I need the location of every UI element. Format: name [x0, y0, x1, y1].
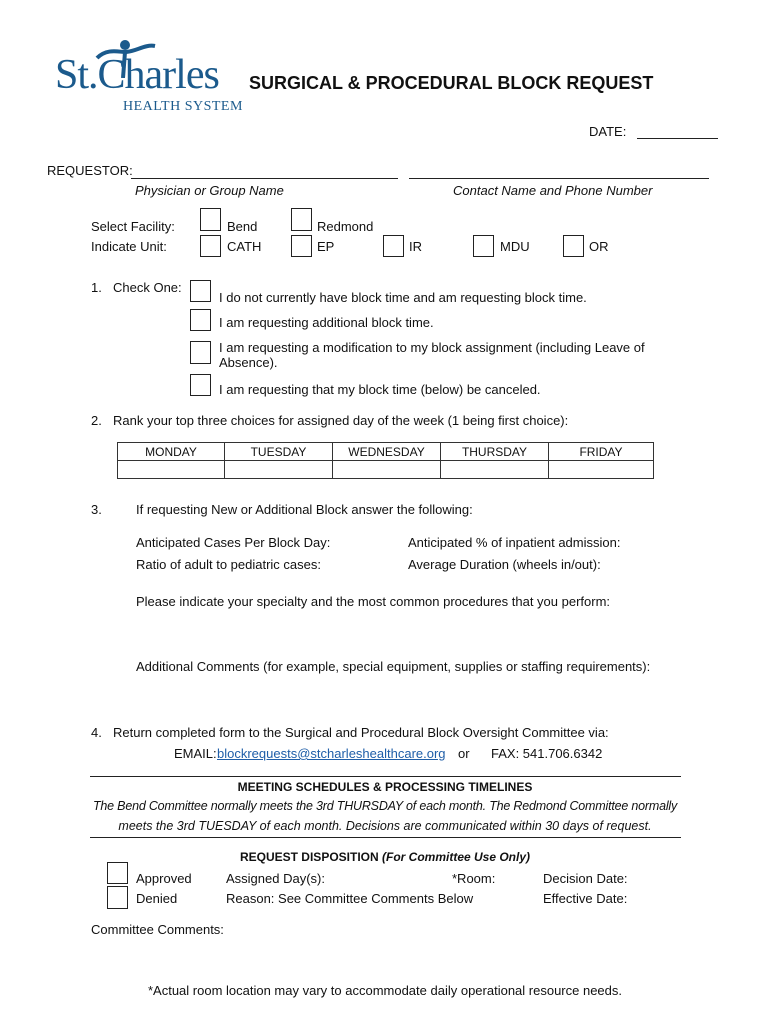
logo-subtitle: HEALTH SYSTEM [123, 99, 243, 114]
requestor-label: REQUESTOR: [47, 163, 133, 178]
option-new-block-label: I do not currently have block time and am requesting block time. [219, 290, 587, 305]
footnote: *Actual room location may vary to accommodate daily operational resource needs. [147, 983, 623, 998]
contact-field[interactable] [409, 178, 709, 179]
meeting-line2: meets the 3rd TUESDAY of each month. Decisions are communicated within 30 days of request. [118, 819, 652, 833]
day-rank-table [117, 442, 654, 479]
disposition-heading-text: REQUEST DISPOSITION [239, 850, 379, 864]
section1-number: 1. [91, 280, 102, 295]
contact-caption: Contact Name and Phone Number [453, 183, 653, 198]
approved-label: Approved [136, 871, 192, 886]
section2-label: Rank your top three choices for assigned day of the week (1 being first choice): [113, 413, 569, 428]
option-additional-checkbox[interactable] [190, 309, 211, 331]
facility-redmond-label: Redmond [317, 219, 374, 234]
option-modification-label-cont: Absence). [219, 355, 278, 370]
facility-bend-label: Bend [227, 219, 258, 234]
unit-ir-label: IR [409, 239, 422, 254]
unit-or-label: OR [589, 239, 609, 254]
avg-duration-label: Average Duration (wheels in/out): [408, 557, 601, 572]
section1-label: Check One: [113, 280, 182, 295]
meeting-top-divider [90, 776, 681, 777]
cases-per-day-label: Anticipated Cases Per Block Day: [136, 535, 331, 550]
reason-label: Reason: See Committee Comments Below [226, 891, 474, 906]
fax-text: FAX: 541.706.6342 [491, 746, 603, 761]
meeting-bottom-divider [90, 837, 681, 838]
effective-date-label: Effective Date: [543, 891, 628, 906]
pct-inpatient-label: Anticipated % of inpatient admission: [408, 535, 621, 550]
denied-checkbox[interactable] [107, 886, 128, 909]
meeting-line1: The Bend Committee normally meets the 3rd THURSDAY of each month. The Redmond Committee normally [92, 799, 678, 813]
section4-label: Return completed form to the Surgical and Procedural Block Oversight Committee via: [113, 725, 609, 740]
or-text: or [458, 746, 470, 761]
option-additional-label: I am requesting additional block time. [219, 315, 434, 330]
unit-ep-checkbox[interactable] [291, 235, 312, 257]
specialty-label: Please indicate your specialty and the most common procedures that you perform: [136, 594, 611, 609]
unit-ep-label: EP [317, 239, 335, 254]
disposition-heading-note: (For Committee Use Only) [382, 850, 531, 864]
option-new-block-checkbox[interactable] [190, 280, 211, 302]
rank-cell-thursday[interactable] [441, 461, 549, 479]
approved-checkbox[interactable] [107, 862, 128, 884]
assigned-days-label: Assigned Day(s): [226, 871, 325, 886]
denied-label: Denied [136, 891, 178, 906]
unit-label: Indicate Unit: [91, 239, 167, 254]
unit-mdu-label: MDU [500, 239, 530, 254]
date-label: DATE: [589, 124, 627, 139]
email-link[interactable]: blockrequests@stcharleshealthcare.org [217, 746, 446, 761]
rank-cell-tuesday[interactable] [225, 461, 333, 479]
section3-label: If requesting New or Additional Block answer the following: [136, 502, 473, 517]
option-cancel-checkbox[interactable] [190, 374, 211, 396]
rank-cell-wednesday[interactable] [333, 461, 441, 479]
rank-cell-friday[interactable] [549, 461, 654, 479]
rank-cell-monday[interactable] [118, 461, 225, 479]
meeting-heading: MEETING SCHEDULES & PROCESSING TIMELINES [237, 780, 533, 794]
unit-cath-checkbox[interactable] [200, 235, 221, 257]
facility-bend-checkbox[interactable] [200, 208, 221, 231]
day-header-thursday: THURSDAY [441, 443, 549, 461]
room-label: *Room: [452, 871, 496, 886]
unit-cath-label: CATH [227, 239, 262, 254]
comments-label: Additional Comments (for example, special equipment, supplies or staffing requirements): [136, 659, 651, 674]
option-cancel-label: I am requesting that my block time (below) be canceled. [219, 382, 541, 397]
day-header-wednesday: WEDNESDAY [333, 443, 441, 461]
section4-number: 4. [91, 725, 102, 740]
day-header-monday: MONDAY [118, 443, 225, 461]
facility-redmond-checkbox[interactable] [291, 208, 312, 231]
date-field[interactable] [637, 138, 718, 139]
unit-or-checkbox[interactable] [563, 235, 584, 257]
day-header-friday: FRIDAY [549, 443, 654, 461]
facility-label: Select Facility: [91, 219, 175, 234]
logo-name: Charles [97, 52, 219, 98]
option-modification-label: I am requesting a modification to my block assignment (including Leave of [219, 340, 645, 355]
unit-ir-checkbox[interactable] [383, 235, 404, 257]
day-header-tuesday: TUESDAY [225, 443, 333, 461]
option-modification-checkbox[interactable] [190, 341, 211, 364]
unit-mdu-checkbox[interactable] [473, 235, 494, 257]
email-label: EMAIL: [174, 746, 217, 761]
section2-number: 2. [91, 413, 102, 428]
logo-prefix: St. [55, 52, 98, 98]
logo [55, 38, 245, 118]
ratio-label: Ratio of adult to pediatric cases: [136, 557, 321, 572]
physician-field[interactable] [131, 178, 398, 179]
physician-caption: Physician or Group Name [135, 183, 284, 198]
form-title: SURGICAL & PROCEDURAL BLOCK REQUEST [249, 73, 654, 93]
decision-date-label: Decision Date: [543, 871, 628, 886]
committee-comments-label: Committee Comments: [91, 922, 224, 937]
section3-number: 3. [91, 502, 102, 517]
